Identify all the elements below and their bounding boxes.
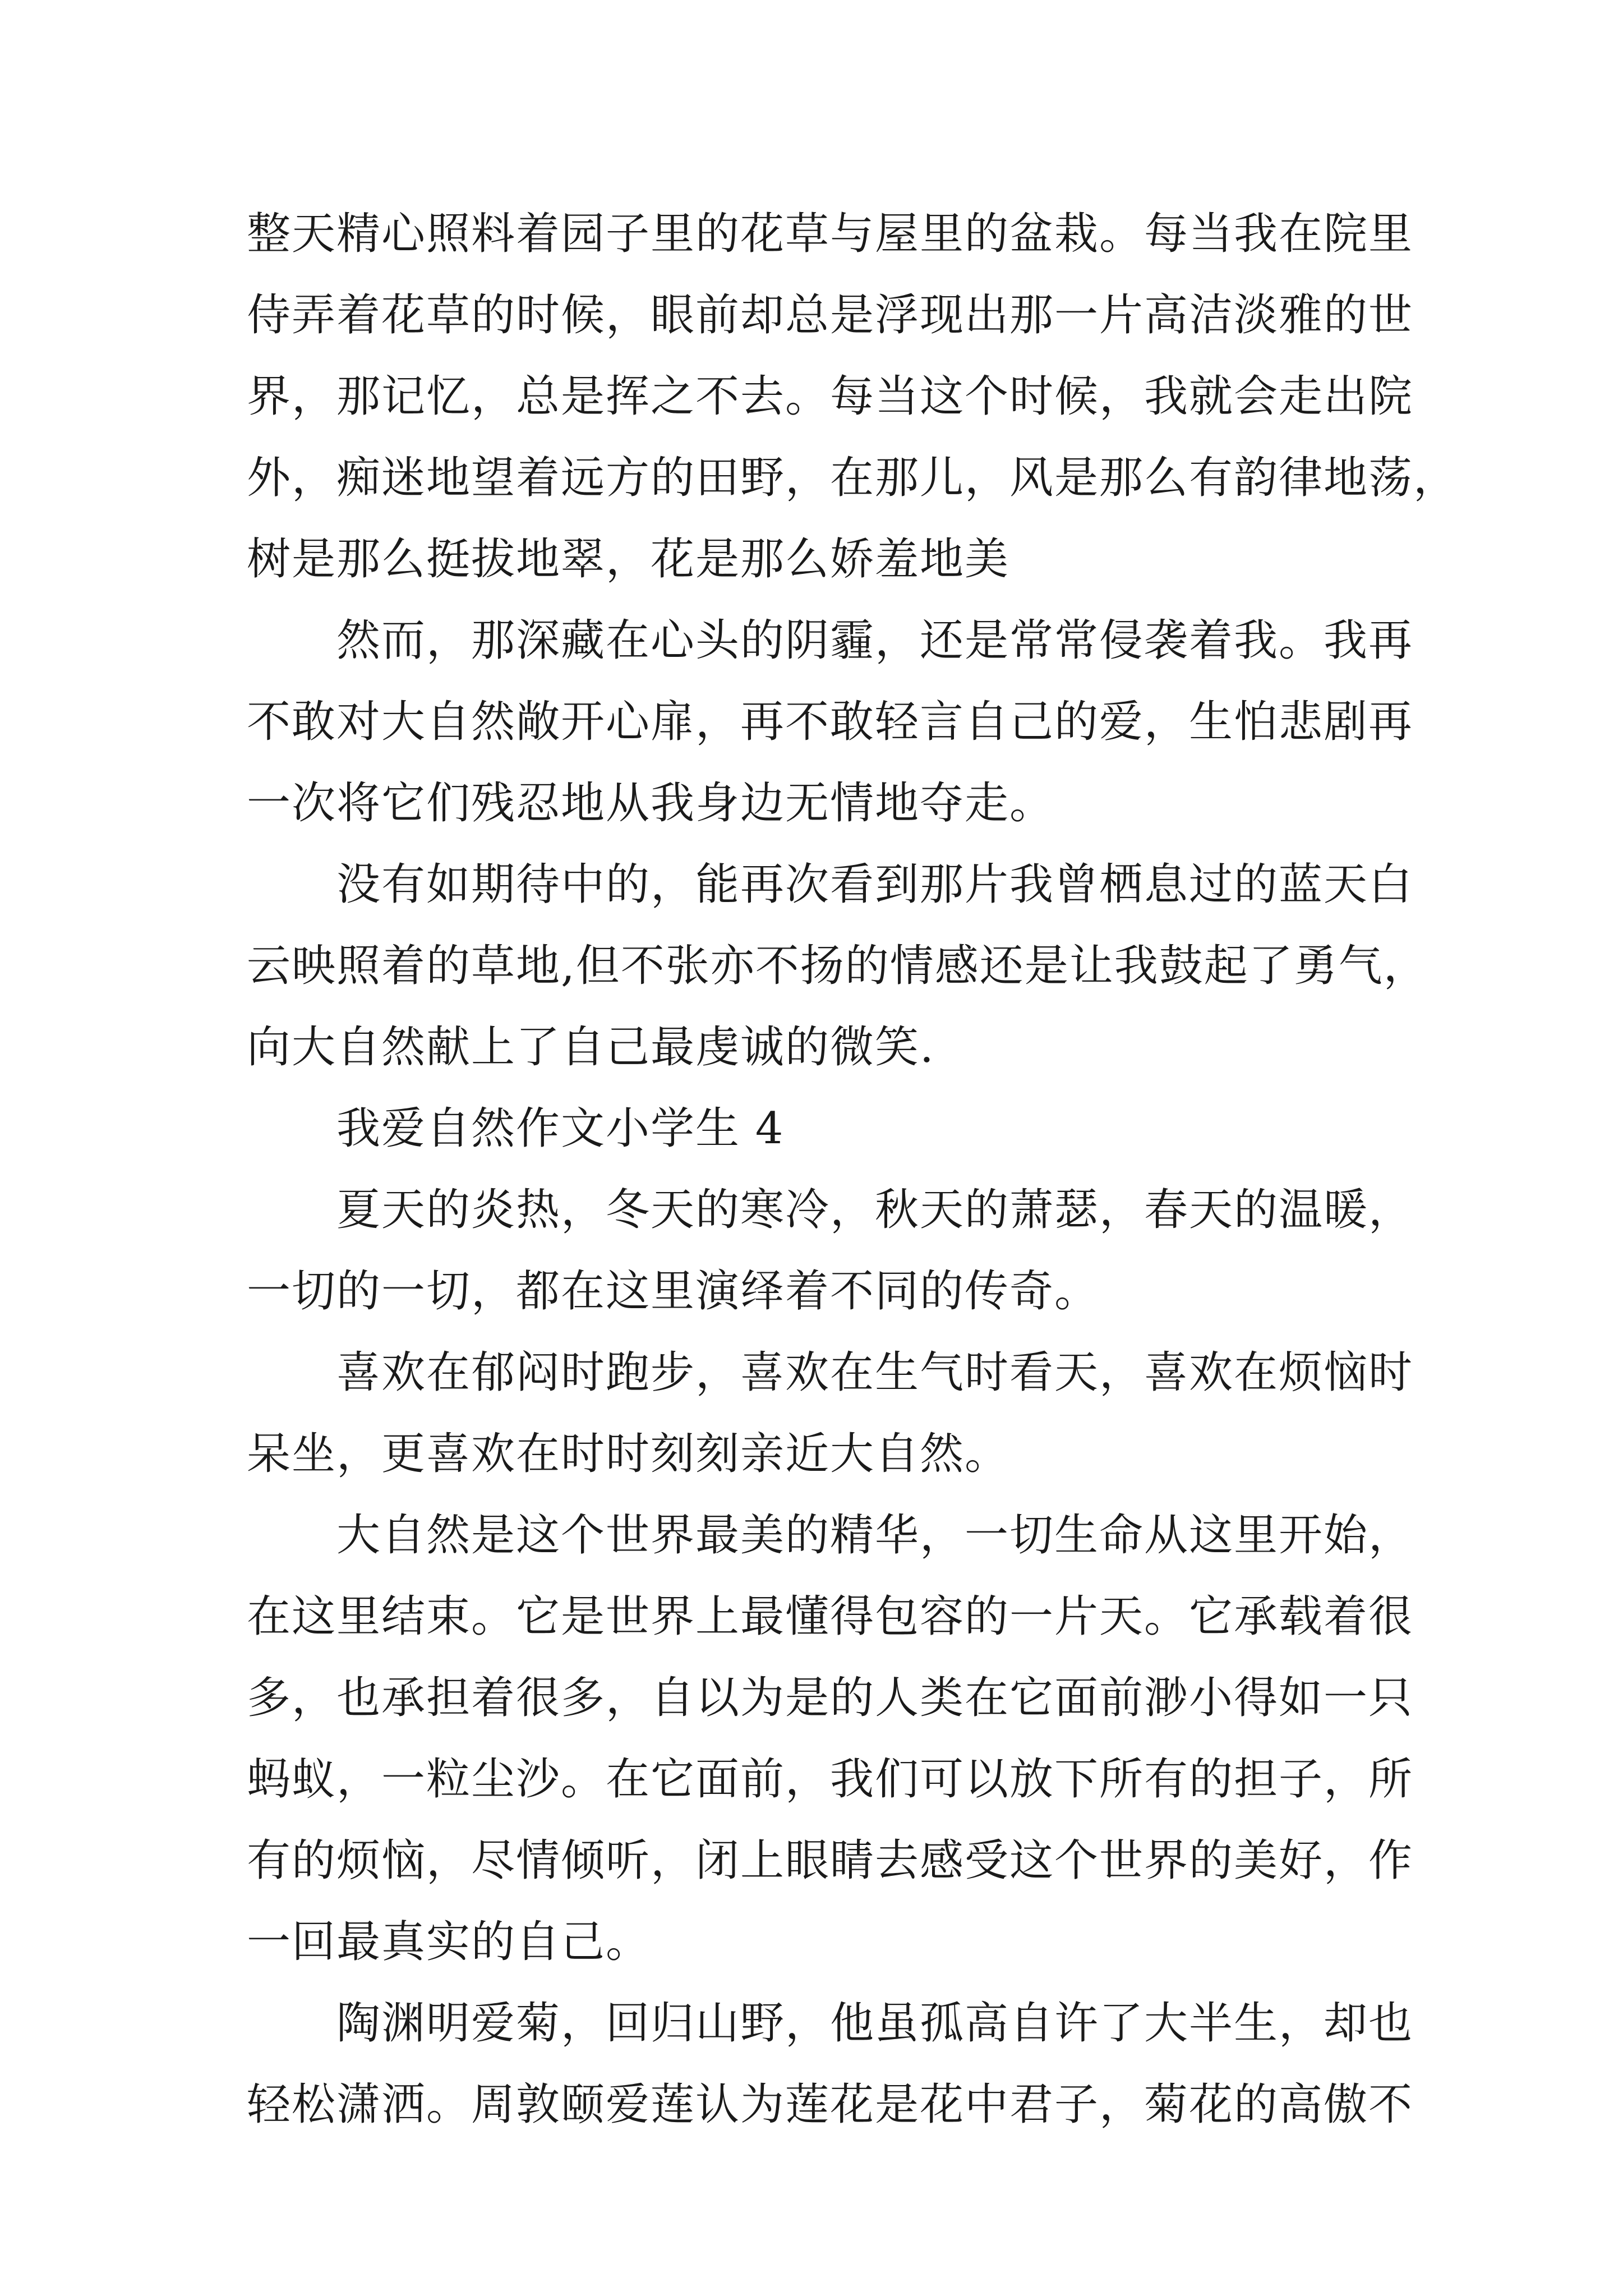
paragraph-line: 蚂蚁，一粒尘沙。在它面前，我们可以放下所有的担子，所 [247, 1754, 1414, 1805]
section-heading: 我爱自然作文小学生 4 [336, 1103, 785, 1154]
paragraph-first-line: 没有如期待中的，能再次看到那片我曾栖息过的蓝天白 [336, 859, 1414, 910]
paragraph-line: 不敢对大自然敞开心扉，再不敢轻言自己的爱，生怕悲剧再 [247, 697, 1414, 747]
document-body [247, 194, 1459, 2146]
paragraph-line: 树是那么挺拔地翠，花是那么娇羞地美 [247, 534, 1010, 585]
paragraph-line: 呆坐，更喜欢在时时刻刻亲近大自然。 [247, 1429, 1010, 1479]
paragraph-line: 云映照着的草地,但不张亦不扬的情感还是让我鼓起了勇气， [247, 941, 1428, 991]
paragraph-line: 侍弄着花草的时候，眼前却总是浮现出那一片高洁淡雅的世 [247, 290, 1414, 341]
paragraph-line: 向大自然献上了自己最虔诚的微笑. [247, 1022, 935, 1073]
paragraph-first-line: 然而，那深藏在心头的阴霾，还是常常侵袭着我。我再 [336, 615, 1414, 666]
paragraph-line: 一次将它们残忍地从我身边无情地夺走。 [247, 778, 1055, 829]
paragraph-line: 界，那记忆，总是挥之不去。每当这个时候，我就会走出院 [247, 371, 1414, 422]
paragraph-line: 多，也承担着很多，自以为是的人类在它面前渺小得如一只 [247, 1673, 1414, 1723]
paragraph-line: 一回最真实的自己。 [247, 1917, 651, 1967]
paragraph-line: 一切的一切，都在这里演绎着不同的传奇。 [247, 1266, 1100, 1317]
paragraph-first-line: 夏天的炎热，冬天的寒冷，秋天的萧瑟，春天的温暖， [336, 1185, 1414, 1235]
paragraph-line: 外，痴迷地望着远方的田野，在那儿，风是那么有韵律地荡， [247, 453, 1459, 503]
paragraph-first-line: 喜欢在郁闷时跑步，喜欢在生气时看天，喜欢在烦恼时 [336, 1347, 1414, 1398]
paragraph-first-line: 大自然是这个世界最美的精华，一切生命从这里开始， [336, 1510, 1414, 1561]
paragraph-line: 轻松潇洒。周敦颐爱莲认为莲花是花中君子，菊花的高傲不 [247, 2079, 1414, 2130]
paragraph-line: 在这里结束。它是世界上最懂得包容的一片天。它承载着很 [247, 1591, 1414, 1642]
paragraph-first-line: 陶渊明爱菊，回归山野，他虽孤高自许了大半生，却也 [336, 1998, 1414, 2049]
paragraph-line: 有的烦恼，尽情倾听，闭上眼睛去感受这个世界的美好，作 [247, 1835, 1414, 1886]
paragraph-line: 整天精心照料着园子里的花草与屋里的盆栽。每当我在院里 [247, 209, 1414, 259]
